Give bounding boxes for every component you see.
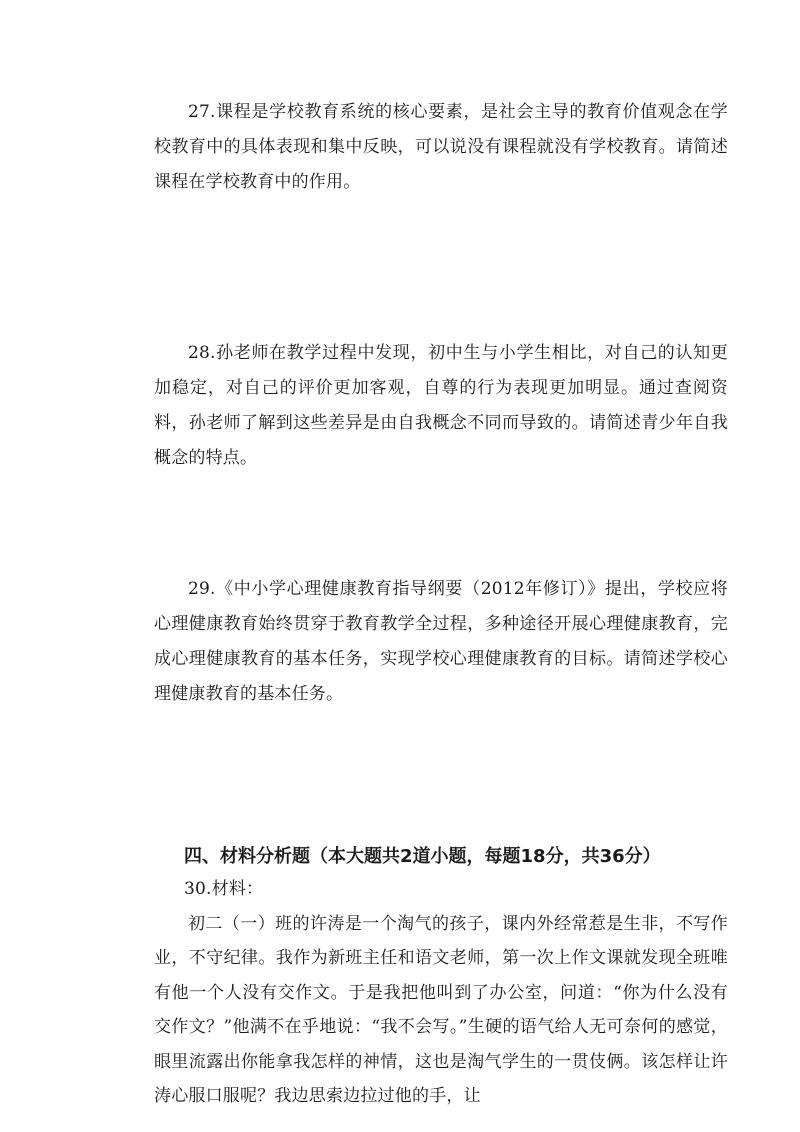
material-text: 初二（一）班的许涛是一个淘气的孩子，课内外经常惹是生非，不写作业，不守纪律。我作为新班主任和语文老师，第一次上作文课就发现全班唯有他一个人没有交作文。于是我把他叫到了办公室，问道：“你为什么没有交作文？”他满不在乎地说：“我不会写。”生硬的语气给人无可奈何的感觉，眼里流露出你能拿我怎样的神情，这也是淘气学生的一贯伎俩。该怎样让许涛心服口服呢？我边思索边拉过他的手，让 xyxy=(154,913,728,1106)
question-27 xyxy=(154,95,728,200)
material-label: 30.材料： xyxy=(184,879,264,899)
question-29-text: 29.《中小学心理健康教育指导纲要（2012年修订）》提出，学校应将心理健康教育始终贯穿于教育教学全过程，多种途径开展心理健康教育，完成心理健康教育的基本任务，实现学校心理健康教育的目标。请简述学校心理健康教育的基本任务。 xyxy=(154,579,728,704)
question-28 xyxy=(154,336,728,476)
material-30 xyxy=(154,872,728,1114)
question-29 xyxy=(154,572,728,712)
question-28-text: 28.孙老师在教学过程中发现，初中生与小学生相比，对自己的认知更加稳定，对自己的评价更加客观，自尊的行为表现更加明显。通过查阅资料，孙老师了解到这些差异是由自我概念不同而导致的。请简述青少年自我概念的特点。 xyxy=(154,343,728,468)
question-27-text: 27.课程是学校教育系统的核心要素，是社会主导的教育价值观念在学校教育中的具体表现和集中反映，可以说没有课程就没有学校教育。请简述课程在学校教育中的作用。 xyxy=(154,102,728,192)
section-heading: 四、材料分析题（本大题共2道小题，每题18分，共36分） xyxy=(184,846,661,867)
